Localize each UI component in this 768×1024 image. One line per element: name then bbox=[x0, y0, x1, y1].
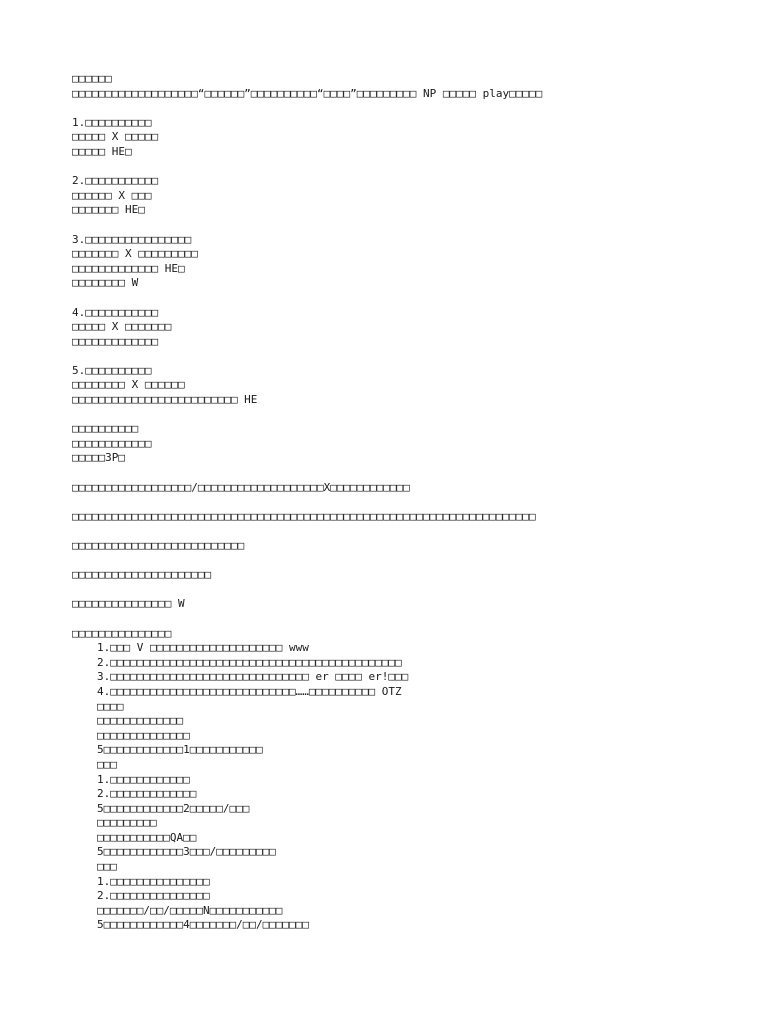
document-indented-list bbox=[72, 641, 692, 933]
text-line: 2.□□□□□□□□□□□□□□□□□□□□□□□□□□□□□□□□□□□□□□□□□□□□ bbox=[97, 655, 402, 669]
text-line: □□□□ bbox=[97, 699, 124, 713]
blank-line bbox=[72, 554, 692, 569]
text-line: 5□□□□□□□□□□□□3□□□/□□□□□□□□□ bbox=[97, 845, 276, 859]
blank-line bbox=[72, 291, 692, 306]
blank-line bbox=[72, 101, 692, 116]
text-line: 5□□□□□□□□□□□□4□□□□□□□/□□/□□□□□□□ bbox=[97, 918, 309, 932]
blank-line bbox=[72, 408, 692, 423]
text-line: □□□□□□□□□□□□□ HE□ bbox=[72, 261, 185, 275]
blank-line bbox=[72, 160, 692, 175]
text-line: □□□□□□□□ W bbox=[72, 276, 139, 290]
text-line: 1.□□□ V □□□□□□□□□□□□□□□□□□□□ www bbox=[97, 641, 309, 655]
text-line: □□□ bbox=[97, 757, 117, 771]
text-line: □□□□□□□□□□□□□□□□□□□□□□□□□□ bbox=[72, 539, 245, 552]
text-line: □□□□□□□□ X □□□□□□ bbox=[72, 378, 185, 392]
document-body bbox=[72, 72, 692, 641]
text-line: □□□□□□□□□□□□□□□□□□□“□□□□□□”□□□□□□□□□□“□□□□”□□□□□□□□□ NP □□□□□ play□□□□□ bbox=[72, 86, 543, 100]
text-line: 3.□□□□□□□□□□□□□□□□□□□□□□□□□□□□□□ er □□□□ er!□□□ bbox=[97, 670, 409, 684]
text-line: □□□□□□□□□□□□□□□□□□□□□□□□□ HE bbox=[72, 393, 258, 407]
text-line: 5□□□□□□□□□□□□2□□□□□/□□□ bbox=[97, 801, 250, 815]
text-line: □□□□□□□□□□□□ bbox=[72, 436, 152, 450]
blank-line bbox=[72, 583, 692, 598]
text-line: □□□□□□□□□□□□□□□ bbox=[72, 626, 172, 640]
text-line: □□□□□□ X □□□ bbox=[72, 188, 152, 202]
text-line: 4.□□□□□□□□□□□ bbox=[72, 305, 159, 319]
blank-line bbox=[72, 349, 692, 364]
text-line: 1.□□□□□□□□□□□□ bbox=[97, 772, 190, 786]
text-line: 4.□□□□□□□□□□□□□□□□□□□□□□□□□□□□……□□□□□□□□□□ OTZ bbox=[97, 684, 402, 698]
text-line: □□□□□□□□□□□QA□□ bbox=[97, 830, 197, 844]
text-line: □□□□□ X □□□□□□□ bbox=[72, 320, 172, 334]
text-line: □□□□□ HE□ bbox=[72, 144, 132, 158]
text-line: □□□□□□□□□ bbox=[97, 816, 157, 830]
text-line: □□□□□□□□□□□□□□□□□□/□□□□□□□□□□□□□□□□□□□X□□□□□□□□□□□□ bbox=[72, 480, 410, 494]
text-line: □□□□□□□□□□□□□□□□□□□□□□□□□□□□□□□□□□□□□□□□□□□□□□□□□□□□□□□□□□□□□□□□□□□□□□ bbox=[72, 509, 536, 523]
text-line: 5□□□□□□□□□□□□1□□□□□□□□□□□ bbox=[97, 743, 263, 757]
text-line: 5.□□□□□□□□□□ bbox=[72, 363, 152, 377]
blank-line bbox=[72, 612, 692, 627]
text-line: 2.□□□□□□□□□□□□□□□ bbox=[97, 889, 210, 903]
text-line: □□□□□□□□□□□□□□□ W bbox=[72, 597, 185, 611]
text-line: 3.□□□□□□□□□□□□□□□□ bbox=[72, 232, 192, 246]
blank-line bbox=[72, 524, 692, 539]
text-line: 1.□□□□□□□□□□ bbox=[72, 115, 152, 129]
text-line: □□□□□□ bbox=[72, 72, 112, 85]
text-line: 1.□□□□□□□□□□□□□□□ bbox=[97, 874, 210, 888]
text-line: □□□□□□□□□□ bbox=[72, 422, 139, 436]
blank-line bbox=[72, 495, 692, 510]
text-line: □□□□□□□ HE□ bbox=[72, 203, 145, 217]
text-line: 2.□□□□□□□□□□□□□ bbox=[97, 787, 197, 801]
blank-line bbox=[72, 466, 692, 481]
text-line: □□□□□□□□□□□□□ bbox=[97, 714, 184, 728]
text-line: 2.□□□□□□□□□□□ bbox=[72, 174, 159, 188]
text-line: □□□ bbox=[97, 860, 117, 874]
text-line: □□□□□ X □□□□□ bbox=[72, 130, 159, 144]
text-line: □□□□□□□□□□□□□□ bbox=[97, 728, 190, 742]
text-line: □□□□□□□□□□□□□□□□□□□□□ bbox=[72, 568, 212, 582]
text-line: □□□□□□□/□□/□□□□□N□□□□□□□□□□□ bbox=[97, 903, 283, 917]
blank-line bbox=[72, 218, 692, 233]
text-line: □□□□□□□ X □□□□□□□□□ bbox=[72, 247, 198, 261]
document-page bbox=[72, 72, 692, 933]
text-line: □□□□□3P□ bbox=[72, 451, 125, 465]
text-line: □□□□□□□□□□□□□ bbox=[72, 334, 159, 348]
